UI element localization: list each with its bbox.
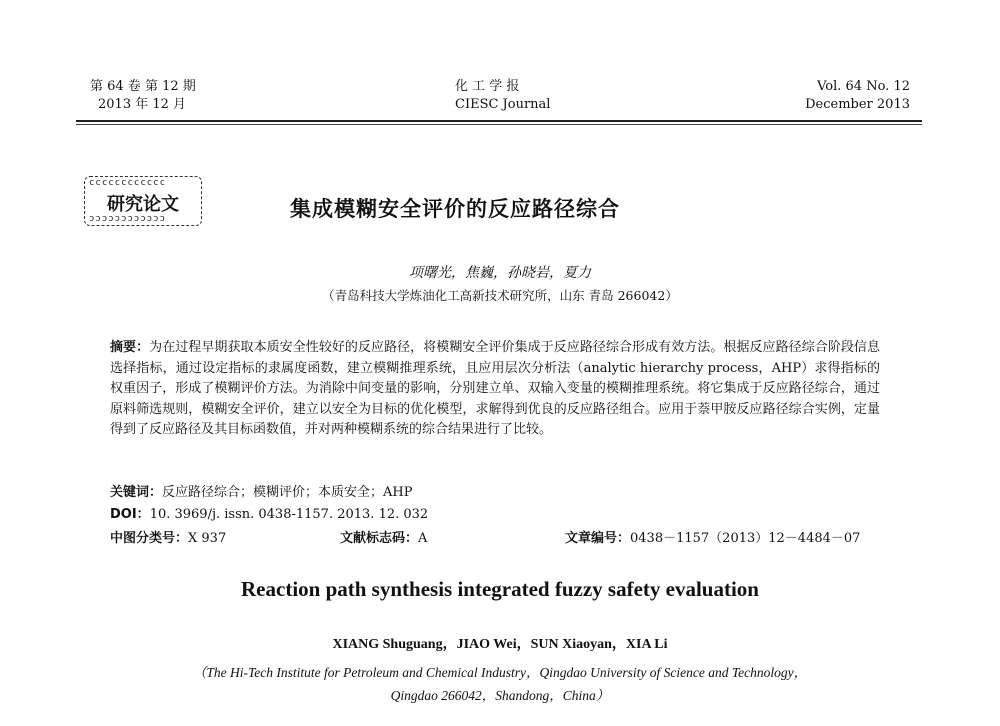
header-rule-thin — [76, 124, 922, 125]
abstract-cn — [110, 338, 880, 441]
abstract-label: 摘要： — [110, 340, 150, 355]
keywords-cn — [110, 483, 880, 504]
authors-cn: 项曙光，焦巍，孙晓岩，夏力 — [409, 265, 591, 281]
date-en: December 2013 — [805, 97, 910, 112]
clc-label: 中图分类号： — [110, 531, 189, 546]
doc-code-value: A — [418, 531, 428, 546]
doi-label: DOI： — [110, 507, 150, 522]
article-title-cn: 集成模糊安全评价的反应路径综合 — [290, 197, 620, 221]
affiliation-en-line1: （The Hi-Tech Institute for Petroleum and Chemical Industry，Qingdao University of Science and Technology， — [192, 665, 808, 680]
clc-number — [110, 527, 226, 546]
volume-issue-en: Vol. 64 No. 12 — [817, 79, 910, 94]
doi-line — [110, 505, 880, 526]
doc-code-label: 文献标志码： — [340, 531, 419, 546]
date-cn: 2013 年 12 月 — [98, 97, 187, 112]
badge-label: 研究论文 — [107, 194, 179, 215]
badge-border-bottom: ɔɔɔɔɔɔɔɔɔɔɔɔ — [89, 214, 167, 224]
abstract-text: 为在过程早期获取本质安全性较好的反应路径，将模糊安全评价集成于反应路径综合形成有效方法。根据反应路径综合阶段信息选择指标，通过设定指标的隶属度函数，建立模糊推理系统，且应用层次分析法（analytic hierarchy process，AHP）求得指标的权重因子，形成了模糊评价方法。为消除中间变量的影响，分别建立单、双输入变量的模糊推理系统。将它集成于反应路径综合，通过原料筛选规则，模糊安全评价，建立以安全为目标的优化模型，求解得到优良的反应路径组合。应用于萘甲胺反应路径综合实例，定量得到了反应路径及其目标函数值，并对两种模糊系统的综合结果进行了比较。 — [110, 340, 880, 437]
keywords-label: 关键词： — [110, 485, 163, 500]
article-number-label: 文章编号： — [565, 531, 631, 546]
volume-issue-cn: 第 64 卷 第 12 期 — [90, 79, 196, 94]
affiliation-en-line2: Qingdao 266042，Shandong，China） — [390, 688, 610, 703]
keywords-text: 反应路径综合；模糊评价；本质安全；AHP — [162, 485, 413, 500]
header-rule-thick — [76, 120, 922, 122]
article-number — [565, 527, 860, 546]
affiliation-en — [90, 661, 910, 707]
article-title-en: Reaction path synthesis integrated fuzzy safety evaluation — [241, 577, 759, 601]
article-number-value: 0438－1157（2013）12－4484－07 — [630, 531, 861, 546]
journal-name-en: CIESC Journal — [455, 97, 551, 112]
journal-volume-en — [805, 78, 910, 114]
authors-en: XIANG Shuguang，JIAO Wei，SUN Xiaoyan，XIA Li — [332, 637, 668, 652]
section-badge — [84, 176, 202, 226]
journal-volume-issue — [90, 78, 196, 114]
badge-border-top: cccccccccccc — [89, 178, 167, 188]
journal-name-cn: 化 工 学 报 — [455, 79, 520, 94]
document-code — [340, 527, 427, 546]
clc-value: X 937 — [188, 531, 227, 546]
journal-name — [455, 78, 550, 114]
doi-text: 10. 3969/j. issn. 0438-1157. 2013. 12. 032 — [149, 507, 429, 522]
affiliation-cn: （青岛科技大学炼油化工高新技术研究所，山东 青岛 266042） — [322, 288, 678, 303]
